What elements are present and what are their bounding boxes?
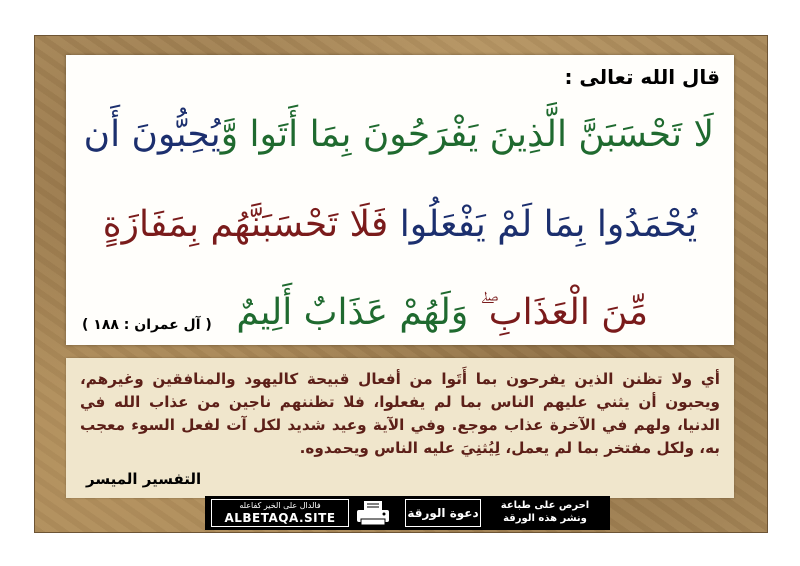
tafsir-box — [66, 358, 734, 498]
verse-panel — [66, 55, 734, 345]
site-link[interactable]: ALBETAQA.SITE — [224, 511, 336, 525]
verse-line-2 — [86, 203, 714, 247]
verse-segment: يُحْمَدُوا بِمَا لَمْ يَفْعَلُوا — [399, 204, 698, 245]
verse-reference: ( آل عمران : ١٨٨ ) — [82, 317, 212, 333]
albetaqa-logo: دعوة الورقة — [405, 499, 481, 527]
printer-icon — [353, 499, 393, 527]
dal-line: فالدال على الخير كفاعله — [239, 501, 321, 510]
verse-segment: مِّنَ الْعَذَابِ ۖ — [479, 292, 648, 333]
print-note — [486, 499, 604, 527]
verse-segment: يُحِبُّونَ أَن — [83, 114, 221, 155]
tafsir-text: أي ولا تظنن الذين يفرحون بما أَتَوا من أفعال قبيحة كاليهود والمنافقين وغيرهم، ويحبون أن يثني عليهم الناس بما لم يفعلوا، فلا تظننهم ناجين من عذاب الله في الدنيا، ولهم في الآخرة عذاب موجع. وفي الآية وعيد شديد لكل آت لفعل السوء معجب به، ولكل مفتخر بما لم يعمل، لِيُثنِيَ عليه الناس ويحمدوه. — [80, 370, 720, 457]
print-line-2: ونشر هذه الورقة — [503, 513, 587, 524]
site-box[interactable] — [211, 499, 349, 527]
verse-line-1 — [83, 113, 714, 157]
print-line-1: احرص على طباعة — [500, 500, 590, 511]
verse-segment: وَلَهُمْ عَذَابٌ أَلِيمٌ — [236, 292, 469, 333]
footer-bar — [205, 496, 610, 530]
tafsir-source: التفسير الميسر — [86, 470, 202, 488]
verse-segment: لَا تَحْسَبَنَّ الَّذِينَ يَفْرَحُونَ بِمَا أَتَوا وَّ — [220, 114, 714, 155]
verse-segment: فَلَا تَحْسَبَنَّهُم بِمَفَازَةٍ — [102, 204, 389, 245]
verse-intro: قال الله تعالى : — [564, 65, 720, 89]
